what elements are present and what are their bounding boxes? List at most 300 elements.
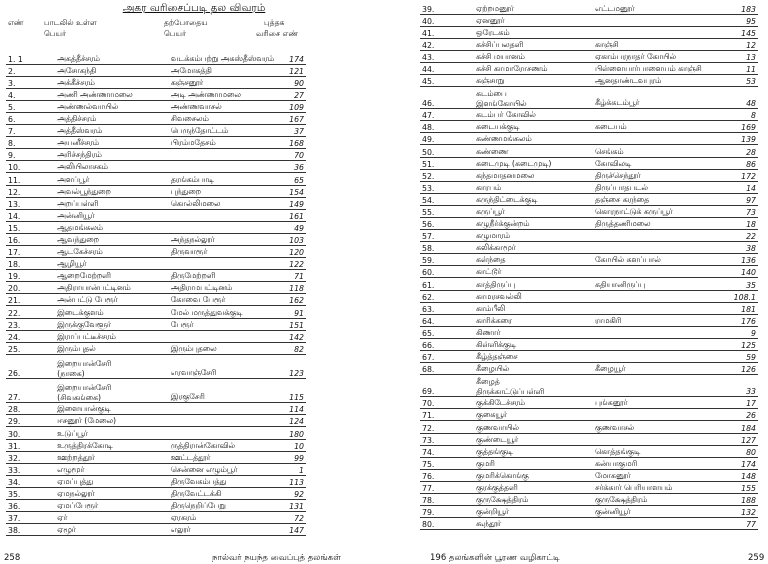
- current-name: குணவாசல்: [593, 421, 717, 433]
- page-ref: 70: [277, 149, 306, 161]
- header-page-1: புத்தக: [264, 18, 285, 27]
- table-row: [420, 26, 758, 38]
- current-name: [169, 209, 278, 221]
- row-number: 41.: [420, 26, 474, 38]
- old-name: கூந்தூர்: [474, 518, 593, 530]
- table-row: [420, 433, 758, 445]
- current-name: [593, 375, 717, 397]
- old-name: அலியிலாசகம்: [55, 161, 169, 173]
- table-row: [420, 351, 758, 363]
- table-row: [420, 278, 758, 290]
- page-ref: 132: [717, 506, 758, 518]
- table-row: [6, 330, 306, 342]
- current-name: [593, 109, 717, 121]
- row-number: 35.: [6, 487, 55, 499]
- old-name-line: கடம்பை: [476, 89, 507, 99]
- footer-page-number: 258: [4, 553, 21, 563]
- page-ref: 115: [277, 379, 306, 403]
- table-row: [420, 87, 758, 109]
- old-name: அத்திச்சரம்: [55, 112, 169, 124]
- table-row: [6, 197, 306, 209]
- footer-book-title: நால்வர் நயந்த வைப்புத் தலங்கள்: [212, 553, 341, 563]
- current-name: காஞ்சி: [593, 38, 717, 50]
- old-name: குமரி: [474, 457, 593, 469]
- current-name: ஊட்டத்தூர்: [169, 451, 278, 463]
- page-ref: 154: [277, 185, 306, 197]
- table-row: [6, 415, 306, 427]
- row-number: 11.: [6, 173, 55, 185]
- old-name: கள்ந்தை: [474, 254, 593, 266]
- table-row: [420, 397, 758, 409]
- table-row: [6, 512, 306, 524]
- old-name: இருக்குவேளூர்: [55, 318, 169, 330]
- page-ref: 148: [717, 469, 758, 481]
- old-name: அன்னியூர்: [55, 209, 169, 221]
- current-name: திருநெறிப்பேறு: [169, 499, 278, 511]
- table-row: [420, 193, 758, 205]
- old-name: [55, 379, 169, 403]
- current-name: இரகுசேரி: [169, 379, 278, 403]
- footer-page-number: 259: [748, 553, 765, 563]
- row-number: 62.: [420, 290, 474, 302]
- page-ref: 176: [717, 314, 758, 326]
- old-name: அசோகந்தி: [55, 64, 169, 76]
- table-row: [6, 233, 306, 245]
- row-number: 50.: [420, 145, 474, 157]
- old-name: கடைமுடி (கடைமுடி): [474, 157, 593, 169]
- table-row: [6, 427, 306, 439]
- table-row: [6, 306, 306, 318]
- current-name: [593, 133, 717, 145]
- header-page-2: வரிசை எண்: [256, 29, 299, 38]
- old-name: காட்டூர்: [474, 266, 593, 278]
- current-name: பேரூர்: [169, 318, 278, 330]
- page-ref: 123: [277, 354, 306, 378]
- row-number: 49.: [420, 133, 474, 145]
- current-name: [169, 330, 278, 342]
- table-row: [6, 76, 306, 88]
- current-name: திருப்பாதபடல்: [593, 181, 717, 193]
- row-number: 36.: [6, 499, 55, 511]
- row-number: 12.: [6, 185, 55, 197]
- old-name: இராப்பட்டீச்சரம்: [55, 330, 169, 342]
- current-name: தரங்கம்பாடி: [169, 173, 278, 185]
- current-name: திருத்தணிமலை: [593, 218, 717, 230]
- page-ref: 97: [717, 193, 758, 205]
- page-ref: 121: [277, 64, 306, 76]
- current-name: திருவேகம்பத்து: [169, 475, 278, 487]
- old-name: ஏற்றமனூர்: [474, 2, 593, 14]
- old-name: ஏமப்புத்து: [55, 475, 169, 487]
- table-row: [6, 524, 306, 536]
- table-row: [6, 137, 306, 149]
- page-ref: 140: [717, 266, 758, 278]
- page-ref: 181: [717, 302, 758, 314]
- old-name: [474, 375, 593, 397]
- old-name: கடம்பர் கோவில்: [474, 109, 593, 121]
- current-name: [593, 433, 717, 445]
- row-number: 16.: [6, 233, 55, 245]
- page-ref: 35: [717, 278, 758, 290]
- row-number: 28.: [6, 403, 55, 415]
- old-name: காரிக்கரை: [474, 314, 593, 326]
- page-ref: 139: [717, 133, 758, 145]
- row-number: 18.: [6, 258, 55, 270]
- page-ref: 27: [277, 88, 306, 100]
- page-ref: 91: [277, 306, 306, 318]
- current-name: புந்துறை: [169, 185, 278, 197]
- header-new-name-2: பெயர்: [164, 29, 187, 38]
- table-row: [420, 469, 758, 481]
- old-name: காரபம்: [474, 181, 593, 193]
- table-row: [6, 88, 306, 100]
- current-name: [593, 326, 717, 338]
- current-name: பிள்ளையார்பாளையம் காஞ்சி: [593, 62, 717, 74]
- page-ref: 18: [717, 218, 758, 230]
- old-name: ஒரேடகம்: [474, 26, 593, 38]
- row-number: 72.: [420, 421, 474, 433]
- page-ref: 72: [277, 512, 306, 524]
- current-name: [169, 161, 278, 173]
- old-name: காம்பீலி: [474, 302, 593, 314]
- old-name: கந்தமாதனமலை: [474, 169, 593, 181]
- old-name-line: (நாகை): [57, 368, 85, 378]
- current-name: சென்னை எழும்பூர்: [169, 463, 278, 475]
- current-name: ஆனதாண்டவபுரம்: [593, 75, 717, 87]
- page-ref: 124: [277, 415, 306, 427]
- row-number: 80.: [420, 518, 474, 530]
- table-row: [420, 518, 758, 530]
- row-number: 34.: [6, 475, 55, 487]
- old-name: குன்றியூர்: [474, 506, 593, 518]
- row-number: 73.: [420, 433, 474, 445]
- page-ref: 113: [277, 475, 306, 487]
- old-name: ஆறைமேற்றளி: [55, 270, 169, 282]
- row-number: 48.: [420, 121, 474, 133]
- current-name: திருவேட்டக்கி: [169, 487, 278, 499]
- row-number: 22.: [6, 306, 55, 318]
- table-row: [6, 173, 306, 185]
- old-name-line: திருக்காட்டுப்பள்ளி: [476, 386, 545, 396]
- page-ref: 71: [277, 270, 306, 282]
- page-ref: 38: [717, 242, 758, 254]
- row-number: 52.: [420, 169, 474, 181]
- row-number: 9.: [6, 149, 55, 161]
- page-ref: 169: [717, 121, 758, 133]
- row-number: 15.: [6, 221, 55, 233]
- table-row: [420, 181, 758, 193]
- row-number: 79.: [420, 506, 474, 518]
- old-name: கருப்பூர்: [474, 205, 593, 217]
- old-name: கலிக்காமூர்: [474, 242, 593, 254]
- current-name: பெருந்தோட்டம்: [169, 125, 278, 137]
- row-number: 46.: [420, 87, 474, 109]
- page-ref: 151: [277, 318, 306, 330]
- page-ref: 37: [277, 125, 306, 137]
- page-ref: 109: [277, 100, 306, 112]
- current-name: இரும்புதலை: [169, 342, 278, 354]
- current-name: [593, 14, 717, 26]
- row-number: 38.: [6, 524, 55, 536]
- current-name: [593, 266, 717, 278]
- old-name: அறப்பள்ளி: [55, 197, 169, 209]
- temple-table-right: [420, 2, 758, 530]
- table-row: [420, 205, 758, 217]
- table-row: [6, 294, 306, 306]
- current-name: அண்ணவாசல்: [169, 100, 278, 112]
- page-ref: 26: [717, 409, 758, 421]
- page-ref: 120: [277, 246, 306, 258]
- page-ref: 149: [277, 197, 306, 209]
- current-name: வடக்கம்பற்று அகஸ்தீஸ்வரம்: [169, 52, 278, 64]
- current-name: மோகனூர்: [593, 469, 717, 481]
- current-name: கொரநாட்டுக் கருப்பூர்: [593, 205, 717, 217]
- page-ref: 28: [717, 145, 758, 157]
- old-name-line: கீழைத்: [476, 377, 500, 387]
- old-name: அகத்தீச்சரம்: [55, 52, 169, 64]
- page-ref: 174: [277, 52, 306, 64]
- current-name: அமோகத்தி: [169, 64, 278, 76]
- page-ref: 11: [717, 62, 758, 74]
- row-number: 67.: [420, 351, 474, 363]
- page-ref: 108.1: [717, 290, 758, 302]
- page-title: அகர வரிசைப்படி தல விவரம்: [122, 2, 266, 14]
- old-name: ஏமப்பேரூர்: [55, 499, 169, 511]
- table-row: [6, 475, 306, 487]
- table-row: [420, 375, 758, 397]
- old-name: ஊற்றத்தூர்: [55, 451, 169, 463]
- table-row: [420, 326, 758, 338]
- old-name: குணவாயில்: [474, 421, 593, 433]
- old-name: கிணார்: [474, 326, 593, 338]
- old-name: குரக்குத்தளி: [474, 481, 593, 493]
- current-name: அந்தநல்லூர்: [169, 233, 278, 245]
- current-name: கஞ்சனூர்: [169, 76, 278, 88]
- page-ref: 22: [717, 230, 758, 242]
- row-number: 58.: [420, 242, 474, 254]
- old-name-line: இறையான்சேரி: [57, 383, 112, 393]
- table-row: [6, 185, 306, 197]
- table-row: [6, 161, 306, 173]
- current-name: எட்டமனூர்: [593, 2, 717, 14]
- row-number: 78.: [420, 493, 474, 505]
- page-ref: 142: [277, 330, 306, 342]
- page-ref: 131: [277, 499, 306, 511]
- current-name: சிவசைலம்: [169, 112, 278, 124]
- page-ref: 125: [717, 338, 758, 350]
- row-number: 39.: [420, 2, 474, 14]
- row-number: 1. 1: [6, 52, 55, 64]
- current-name: அதிராமபட்டினம்: [169, 282, 278, 294]
- current-name: திருச்செந்தூர்: [593, 169, 717, 181]
- current-name: [593, 290, 717, 302]
- old-name: ஏழூர்: [55, 524, 169, 536]
- old-name: கீழையில்: [474, 363, 593, 375]
- table-row: [420, 109, 758, 121]
- current-name: எரவாஞ்சேரி: [169, 354, 278, 378]
- table-row: [420, 481, 758, 493]
- table-row: [420, 14, 758, 26]
- page-ref: 180: [277, 427, 306, 439]
- current-name: [593, 338, 717, 350]
- old-name: ஏமநல்லூர்: [55, 487, 169, 499]
- old-name: அளப்பூர்: [55, 173, 169, 185]
- page-ref: 162: [277, 294, 306, 306]
- table-row: [420, 218, 758, 230]
- old-name: கஞ்சாறு: [474, 75, 593, 87]
- old-name: கிள்ளிக்குடி: [474, 338, 593, 350]
- page-ref: 127: [717, 433, 758, 445]
- page-ref: 145: [717, 26, 758, 38]
- current-name: கோயில் களப்பால்: [593, 254, 717, 266]
- table-row: [420, 2, 758, 14]
- page-ref: 103: [277, 233, 306, 245]
- old-name: கச்சி காமாரோசணம்: [474, 62, 593, 74]
- current-name: கொல்லிமலை: [169, 197, 278, 209]
- row-number: 3.: [6, 76, 55, 88]
- table-row: [420, 457, 758, 469]
- row-number: 27.: [6, 379, 55, 403]
- current-name: தஞ்சை கரந்தை: [593, 193, 717, 205]
- row-number: 40.: [420, 14, 474, 26]
- current-name: [169, 427, 278, 439]
- row-number: 19.: [6, 270, 55, 282]
- row-number: 4.: [6, 88, 55, 100]
- old-name: இளையான்குடி: [55, 403, 169, 415]
- table-row: [420, 230, 758, 242]
- page-ref: 36: [277, 161, 306, 173]
- page-ref: 99: [277, 451, 306, 463]
- page-ref: 184: [717, 421, 758, 433]
- row-number: 47.: [420, 109, 474, 121]
- table-row: [6, 100, 306, 112]
- page-ref: 9: [717, 326, 758, 338]
- page-ref: 77: [717, 518, 758, 530]
- current-name: [593, 351, 717, 363]
- page-ref: 8: [717, 109, 758, 121]
- table-row: [6, 221, 306, 233]
- old-name: குகையூர்: [474, 409, 593, 421]
- page-ref: 183: [717, 2, 758, 14]
- page-ref: 167: [277, 112, 306, 124]
- old-name: காத்திருப்பு: [474, 278, 593, 290]
- table-row: [6, 403, 306, 415]
- old-name: இடைக்குளம்: [55, 306, 169, 318]
- old-name: அரிச்சந்திரம்: [55, 149, 169, 161]
- old-name: கழுமாரம்: [474, 230, 593, 242]
- old-name: காமரசவல்லி: [474, 290, 593, 302]
- old-name: குத்தங்குடி: [474, 445, 593, 457]
- table-row: [420, 290, 758, 302]
- current-name: [169, 258, 278, 270]
- old-name: ஏனனூர்: [474, 14, 593, 26]
- page-ref: 82: [277, 342, 306, 354]
- table-row: [6, 342, 306, 354]
- row-number: 25.: [6, 342, 55, 354]
- page-ref: 92: [277, 487, 306, 499]
- row-number: 63.: [420, 302, 474, 314]
- page-ref: 49: [277, 221, 306, 233]
- current-name: [593, 26, 717, 38]
- row-number: 53.: [420, 181, 474, 193]
- current-name: அடி அண்ணாமலை: [169, 88, 278, 100]
- row-number: 6.: [6, 112, 55, 124]
- current-name: [593, 242, 717, 254]
- header-new-name-1: தற்போதைய: [164, 18, 208, 27]
- page-ref: 126: [717, 363, 758, 375]
- row-number: 31.: [6, 439, 55, 451]
- row-number: 55.: [420, 205, 474, 217]
- old-name: ஆடகேச்சரம்: [55, 246, 169, 258]
- page-ref: 59: [717, 351, 758, 363]
- page-ref: 10: [277, 439, 306, 451]
- old-name: அயனீச்சரம்: [55, 137, 169, 149]
- row-number: 32.: [6, 451, 55, 463]
- old-name: கண்ணமங்கலம்: [474, 133, 593, 145]
- old-name: அவல்பூந்துறை: [55, 185, 169, 197]
- table-row: [6, 354, 306, 378]
- table-row: [6, 246, 306, 258]
- old-name-line: இளங்கோயில்: [476, 98, 527, 108]
- header-num: எண்: [8, 18, 24, 27]
- old-name: [474, 87, 593, 109]
- table-row: [420, 75, 758, 87]
- row-number: 60.: [420, 266, 474, 278]
- old-name: அணி அண்ணாமலை: [55, 88, 169, 100]
- old-name: குண்டையூர்: [474, 433, 593, 445]
- table-row: [420, 133, 758, 145]
- page-ref: 48: [717, 87, 758, 109]
- current-name: ராமகிரி: [593, 314, 717, 326]
- row-number: 59.: [420, 254, 474, 266]
- current-name: [593, 518, 717, 530]
- current-name: கன்யாகுமரி: [593, 457, 717, 469]
- page-ref: 65: [277, 173, 306, 185]
- current-name: எலூர்: [169, 524, 278, 536]
- page-ref: 33: [717, 375, 758, 397]
- old-name: [55, 354, 169, 378]
- old-name: ஆவந்துறை: [55, 233, 169, 245]
- current-name: [169, 403, 278, 415]
- page-ref: 147: [277, 524, 306, 536]
- row-number: 64.: [420, 314, 474, 326]
- row-number: 42.: [420, 38, 474, 50]
- old-name: ஏர்: [55, 512, 169, 524]
- row-number: 56.: [420, 218, 474, 230]
- row-number: 54.: [420, 193, 474, 205]
- old-name: கச்சிப்பலதளி: [474, 38, 593, 50]
- current-name: திருவாரூர்: [169, 246, 278, 258]
- row-number: 17.: [6, 246, 55, 258]
- old-name: கடையக்குடி: [474, 121, 593, 133]
- current-name: ஏரகரம்: [169, 512, 278, 524]
- page-ref: 174: [717, 457, 758, 469]
- row-number: 29.: [6, 415, 55, 427]
- row-number: 30.: [6, 427, 55, 439]
- old-name: ஆழியூர்: [55, 258, 169, 270]
- current-name: சர்க்கார் பெரியாளயம்: [593, 481, 717, 493]
- table-row: [420, 445, 758, 457]
- old-name: குருக்ஷேத்திரம்: [474, 493, 593, 505]
- page-ref: 118: [277, 282, 306, 294]
- row-number: 68.: [420, 363, 474, 375]
- table-row: [6, 52, 306, 64]
- table-row: [420, 254, 758, 266]
- table-row: [6, 112, 306, 124]
- old-name: இரும்புதல்: [55, 342, 169, 354]
- row-number: 37.: [6, 512, 55, 524]
- page-ref: 13: [717, 50, 758, 62]
